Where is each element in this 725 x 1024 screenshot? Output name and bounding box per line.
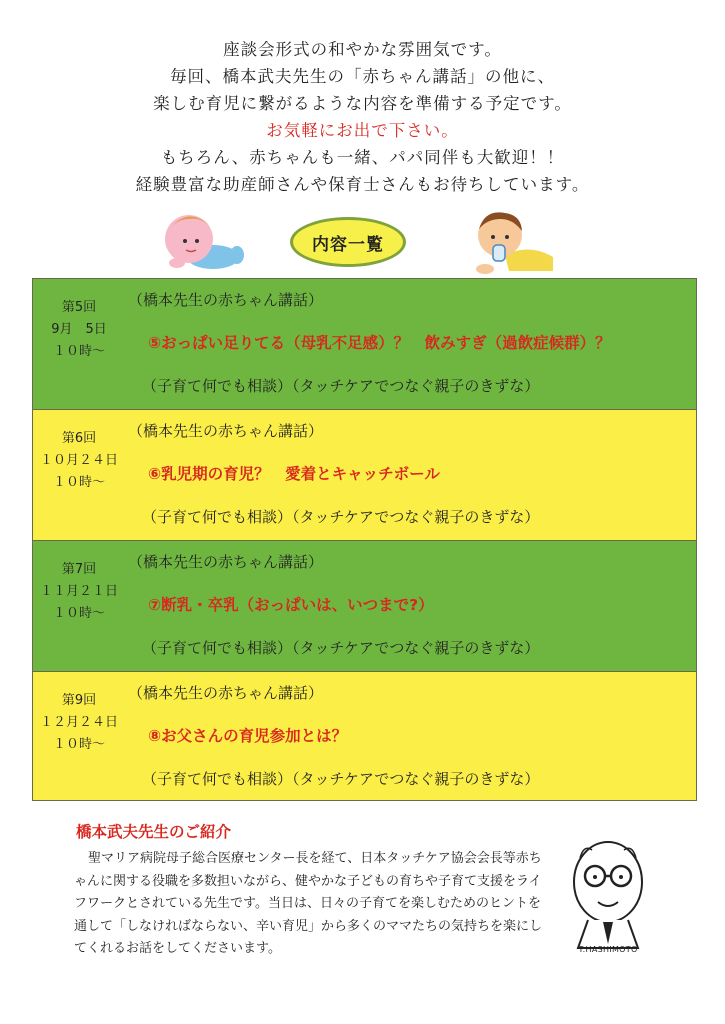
session-row <box>33 279 696 410</box>
session-date <box>33 690 125 756</box>
session-lecture: （橋本先生の赤ちゃん講話） <box>128 553 324 571</box>
session-day: １０月２４日 <box>39 453 118 468</box>
session-topic: ⑧お父さんの育児参加とは？ <box>148 727 348 745</box>
session-number: 第5回 <box>61 300 97 315</box>
doctor-caricature <box>558 820 658 960</box>
session-lecture: （橋本先生の赤ちゃん講話） <box>128 422 324 440</box>
crawling-baby-illustration <box>155 205 245 273</box>
intro-line-5: もちろん、赤ちゃんも一緒、パパ同伴も大歓迎！！ <box>160 148 565 167</box>
session-row <box>33 672 696 800</box>
session-row <box>33 541 696 672</box>
session-time: １０時～ <box>52 344 105 359</box>
session-day: １２月２４日 <box>39 715 118 730</box>
intro-line-2: 毎回、橋本武夫先生の「赤ちゃん講話」の他に、 <box>170 67 555 86</box>
session-number: 第6回 <box>61 431 97 446</box>
session-lecture: （橋本先生の赤ちゃん講話） <box>128 291 324 309</box>
session-lecture: （橋本先生の赤ちゃん講話） <box>128 684 324 702</box>
section-banner <box>0 205 725 277</box>
session-topic: ⑥乳児期の育児？ 愛着とキャッチボール <box>148 465 440 483</box>
profile-title: 橋本武夫先生のご紹介 <box>76 823 232 841</box>
session-date <box>33 297 125 363</box>
session-number: 第7回 <box>61 562 97 577</box>
session-row <box>33 410 696 541</box>
intro-line-4: お気軽にお出で下さい。 <box>266 121 459 140</box>
profile-body-block <box>74 848 544 961</box>
intro-line-3: 楽しむ育児に繋がるような内容を準備する予定です。 <box>153 94 572 113</box>
session-number: 第9回 <box>61 693 97 708</box>
baby-with-bottle-illustration <box>465 205 560 277</box>
session-topic: ⑤おっぱい足りてる（母乳不足感）？ 飲みすぎ（過飲症候群）？ <box>148 334 611 352</box>
intro-line-1: 座談会形式の和やかな雰囲気です。 <box>223 40 502 59</box>
session-time: １０時～ <box>52 475 105 490</box>
section-title: 内容一覧 <box>312 234 384 255</box>
schedule-table <box>32 278 697 801</box>
session-consult: （子育て何でも相談）（タッチケアでつなぐ親子のきずな） <box>142 508 540 526</box>
session-time: １０時～ <box>52 606 105 621</box>
portrait-caption: T.HASHIMOTO <box>578 945 638 954</box>
session-day: 9月 5日 <box>51 322 107 337</box>
session-consult: （子育て何でも相談）（タッチケアでつなぐ親子のきずな） <box>142 639 540 657</box>
session-consult: （子育て何でも相談）（タッチケアでつなぐ親子のきずな） <box>142 377 540 395</box>
profile-body: 聖マリア病院母子総合医療センター長を経て、日本タッチケア協会会長等赤ちゃんに関する役職を多数担いながら、健やかな子どもの育ちや子育て支援をライフワークとされている先生です。当日は、日々の子育てを楽しむためのヒントを通して「しなければならない、辛い育児」から多くのママたちの気持ちを楽にしてくれるお話をしてくださいます。 <box>74 851 543 956</box>
session-day: １１月２１日 <box>39 584 118 599</box>
session-consult: （子育て何でも相談）（タッチケアでつなぐ親子のきずな） <box>142 770 540 788</box>
intro-block <box>0 36 725 198</box>
session-date <box>33 559 125 625</box>
session-time: １０時～ <box>52 737 105 752</box>
intro-line-6: 経験豊富な助産師さんや保育士さんもお待ちしています。 <box>135 175 590 194</box>
section-title-oval <box>290 217 406 267</box>
session-date <box>33 428 125 494</box>
session-topic: ⑦断乳・卒乳（おっぱいは、いつまで?） <box>148 596 434 614</box>
